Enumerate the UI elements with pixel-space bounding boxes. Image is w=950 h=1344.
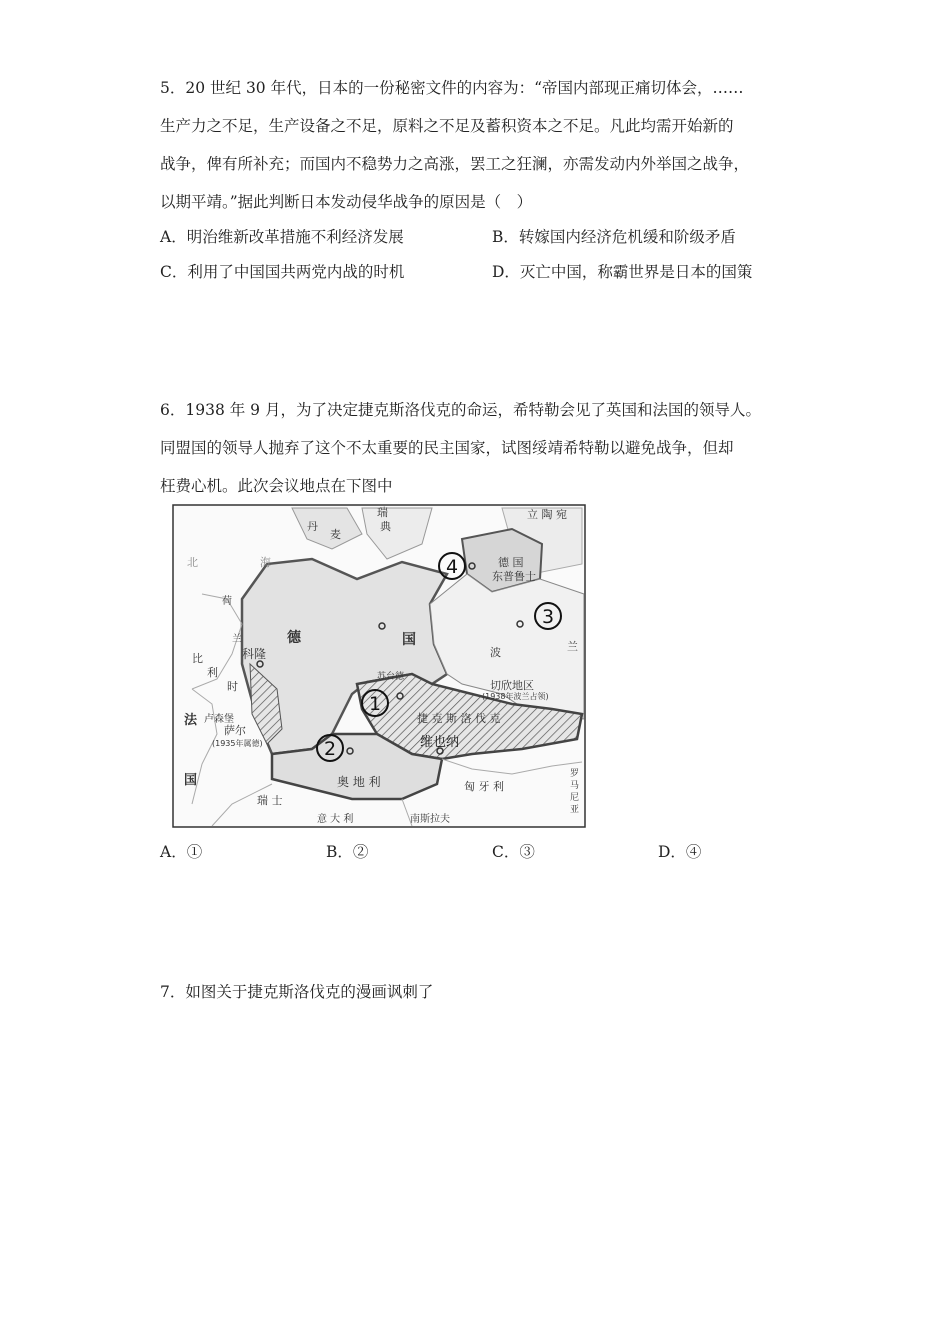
label-east-prussia-2: 东普鲁士 <box>492 570 536 583</box>
q5-option-c[interactable]: C．利用了中国国共两党内战的时机 <box>160 263 405 281</box>
label-luxembourg: 卢森堡 <box>204 714 234 725</box>
q5-line-2: 生产力之不足，生产设备之不足，原料之不足及蓄积资本之不足。凡此均需开始新的 <box>160 117 734 135</box>
label-czechoslovakia: 捷 克 斯 洛 伐 克 <box>417 712 501 725</box>
label-romania-4: 亚 <box>570 805 580 815</box>
label-romania-1: 罗 <box>570 769 580 779</box>
label-teschen-note: (1938年波兰占领) <box>482 692 549 701</box>
label-belgium-1: 比 <box>192 652 203 665</box>
q5-line-3: 战争，俾有所补充；而国内不稳势力之高涨，罢工之狂澜，亦需发动内外举国之战争， <box>160 155 750 173</box>
label-poland-2: 兰 <box>567 640 578 653</box>
svg-text:4: 4 <box>445 556 459 578</box>
q5-option-b[interactable]: B．转嫁国内经济危机缓和阶级矛盾 <box>492 228 736 246</box>
q5-line-1: 5．20 世纪 30 年代，日本的一份秘密文件的内容为：“帝国内部现正痛切体会，…… <box>160 79 744 97</box>
q5-option-d[interactable]: D．灭亡中国，称霸世界是日本的国策 <box>492 263 753 281</box>
label-north-sea-2: 海 <box>260 556 271 569</box>
label-romania-3: 尼 <box>570 793 580 803</box>
label-belgium-3: 时 <box>227 680 238 693</box>
label-yugoslavia: 南斯拉夫 <box>410 814 450 825</box>
label-east-prussia-1: 德 国 <box>498 556 524 569</box>
svg-text:1: 1 <box>368 693 382 715</box>
label-saar: 萨尔 <box>224 724 246 737</box>
label-germany-1: 德 <box>287 630 301 646</box>
label-netherlands-1: 荷 <box>222 596 232 607</box>
label-italy: 意 大 利 <box>317 814 354 825</box>
q7-line-1: 7．如图关于捷克斯洛伐克的漫画讽刺了 <box>160 983 434 1001</box>
q5-option-a[interactable]: A．明治维新改革措施不利经济发展 <box>160 228 404 246</box>
svg-text:3: 3 <box>541 606 555 628</box>
label-sweden-1: 瑞 <box>377 506 388 519</box>
q6-line-1: 6．1938 年 9 月，为了决定捷克斯洛伐克的命运，希特勒会见了英国和法国的领导人。 <box>160 401 761 419</box>
europe-1938-map <box>172 504 586 828</box>
label-vienna: 维也纳 <box>420 735 460 750</box>
q6-option-c[interactable]: C．③ <box>492 843 535 861</box>
label-austria: 奥 地 利 <box>337 775 381 789</box>
label-denmark-2: 麦 <box>330 528 341 541</box>
q6-line-2: 同盟国的领导人抛弃了这个不太重要的民主国家，试图绥靖希特勒以避免战争，但却 <box>160 439 734 457</box>
label-sweden-2: 典 <box>380 520 391 533</box>
label-poland-1: 波 <box>490 646 501 659</box>
label-germany-2: 国 <box>402 632 416 648</box>
label-north-sea-1: 北 <box>187 556 198 569</box>
label-france-1: 法 <box>184 713 198 728</box>
q5-line-4: 以期平靖。”据此判断日本发动侵华战争的原因是（ ） <box>160 193 533 211</box>
label-belgium-2: 利 <box>207 666 218 679</box>
label-netherlands-2: 兰 <box>232 634 242 645</box>
q6-line-3: 枉费心机。此次会议地点在下图中 <box>160 477 393 495</box>
label-cologne: 科隆 <box>242 647 267 661</box>
q6-option-a[interactable]: A．① <box>160 843 203 861</box>
label-saar-note: (1935年属德) <box>212 739 263 748</box>
q6-option-d[interactable]: D．④ <box>658 843 702 861</box>
label-switzerland: 瑞 士 <box>257 794 283 807</box>
label-hungary: 匈 牙 利 <box>464 780 504 793</box>
label-denmark-1: 丹 <box>307 520 318 533</box>
label-teschen: 切欣地区 <box>490 679 534 692</box>
label-sudeten: 苏台德 <box>377 672 405 682</box>
label-lithuania: 立 陶 宛 <box>527 508 567 521</box>
label-france-2: 国 <box>184 773 198 788</box>
svg-text:2: 2 <box>323 738 337 760</box>
q6-option-b[interactable]: B．② <box>326 843 369 861</box>
label-romania-2: 马 <box>570 781 580 791</box>
